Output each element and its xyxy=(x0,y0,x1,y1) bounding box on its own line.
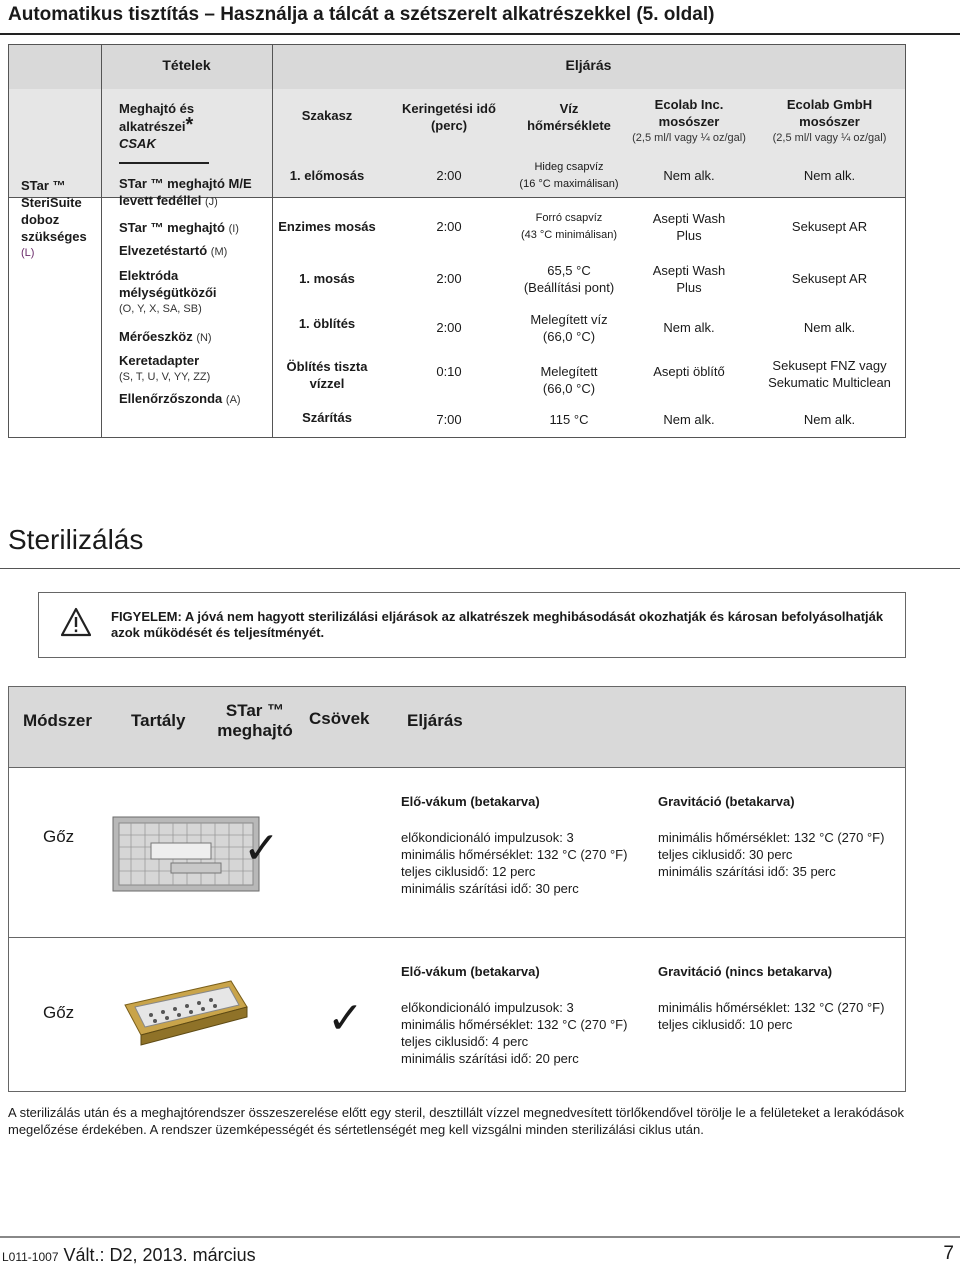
inc-cell: Nem alk. xyxy=(663,320,715,335)
footer-divider xyxy=(0,1236,960,1238)
time-cell: 2:00 xyxy=(436,219,462,234)
cycle-left-lines xyxy=(401,829,627,897)
page-header xyxy=(0,0,960,33)
header-ecolab-inc xyxy=(624,96,754,147)
water-line1: Melegített xyxy=(540,364,598,379)
gmbh-cell: Nem alk. xyxy=(803,168,856,183)
warning-text: FIGYELEM: A jóvá nem hagyott sterilizálási eljárások az alkatrészek meghibásodását okozhatják és károsan befolyásolhatják azok működését és teljesítményét. xyxy=(111,609,884,640)
parts-rule xyxy=(119,162,209,164)
part-code: (S, T, U, V, YY, ZZ) xyxy=(119,371,211,383)
header-divider xyxy=(0,33,960,35)
cycle-line: minimális szárítási idő: 20 perc xyxy=(401,1051,579,1066)
inc-line2: Plus xyxy=(676,280,702,295)
header-phase: Szakasz xyxy=(301,108,353,123)
header-driver-line2: meghajtó xyxy=(217,721,293,740)
header-procedure: Eljárás xyxy=(407,711,463,730)
part-line1: STar ™ meghajtó M/E xyxy=(119,176,252,191)
cycle-line: előkondicionáló impulzusok: 3 xyxy=(401,1000,574,1015)
header-inc-line3: (2,5 ml/l vagy ¼ oz/gal) xyxy=(632,132,746,144)
header-driver xyxy=(215,701,295,741)
label-line4: szükséges xyxy=(21,229,87,244)
header-parts xyxy=(119,100,269,164)
divider xyxy=(101,45,102,437)
part-item xyxy=(119,242,269,261)
gmbh-line1: Sekusept FNZ vagy xyxy=(772,358,887,373)
header-parts-line2 xyxy=(119,114,269,136)
page-number: 7 xyxy=(943,1243,954,1264)
part-code: (J) xyxy=(205,196,218,208)
part-item xyxy=(119,390,269,409)
cycle-line: minimális szárítási idő: 30 perc xyxy=(401,881,579,896)
header-parts-line1: Meghajtó és xyxy=(119,101,195,116)
cycle-right-title: Gravitáció (nincs betakarva) xyxy=(658,964,833,979)
inc-line1: Asepti Wash xyxy=(652,211,726,226)
inc-cell xyxy=(624,262,754,296)
time-cell: 2:00 xyxy=(436,168,462,183)
part-line2: levett fedéllel xyxy=(119,193,202,208)
water-line2: (16 °C maximálisan) xyxy=(519,178,619,190)
tray-image xyxy=(111,813,261,895)
header-cycle-line1: Keringetési idő xyxy=(402,101,496,116)
header-parts-line3: CSAK xyxy=(119,136,156,151)
water-line1: 65,5 °C xyxy=(547,263,591,278)
phase-line1: Öblítés tiszta xyxy=(286,359,368,374)
cycle-line: teljes ciklusidő: 30 perc xyxy=(658,847,793,862)
section-title: Sterilizálás xyxy=(8,524,144,555)
gmbh-cell: Nem alk. xyxy=(803,320,856,335)
cycle-right-lines xyxy=(658,829,884,880)
water-line2: (66,0 °C) xyxy=(542,329,596,344)
cycle-line: minimális hőmérséklet: 132 °C (270 °F) xyxy=(658,830,885,845)
water-line1: Hideg csapvíz xyxy=(534,161,604,173)
phase-cell: 1. előmosás xyxy=(289,168,365,183)
method-cell: Gőz xyxy=(43,827,75,846)
part-item xyxy=(119,219,269,238)
cycle-line: minimális hőmérséklet: 132 °C (270 °F) xyxy=(401,1017,628,1032)
header-ecolab-gmbh xyxy=(754,96,905,147)
cycle-line: minimális hőmérséklet: 132 °C (270 °F) xyxy=(658,1000,885,1015)
document-code: L011-1007 xyxy=(2,1250,59,1264)
water-line2: (43 °C minimálisan) xyxy=(520,229,618,241)
inc-line2: Plus xyxy=(676,228,702,243)
cycle-line: teljes ciklusidő: 4 perc xyxy=(401,1034,529,1049)
phase-cell: Szárítás xyxy=(302,410,352,425)
part-line1: Elektróda xyxy=(119,268,179,283)
water-cell xyxy=(509,363,629,397)
header-cycle-line2: (perc) xyxy=(430,118,468,133)
label-line2: SteriSuite xyxy=(21,195,82,210)
water-cell xyxy=(509,311,629,345)
part-line1: Keretadapter xyxy=(119,353,200,368)
cycle-line: minimális hőmérséklet: 132 °C (270 °F) xyxy=(401,847,628,862)
cycle-line: előkondicionáló impulzusok: 3 xyxy=(401,830,574,845)
cleaning-table xyxy=(8,44,906,438)
phase-cell: Enzimes mosás xyxy=(278,219,376,234)
gmbh-cell xyxy=(754,357,905,391)
part-code: (O, Y, X, SA, SB) xyxy=(119,303,202,315)
document-revision: Vált.: D2, 2013. március xyxy=(63,1245,256,1265)
water-cell xyxy=(509,210,629,244)
header-driver-line1: STar ™ xyxy=(225,701,285,720)
label-line1: STar ™ xyxy=(21,178,66,193)
page-title: Automatikus tisztítás – Használja a tálcát a szétszerelt alkatrészekkel (5. oldal) xyxy=(8,4,715,25)
tray-image xyxy=(121,977,251,1049)
header-items: Tételek xyxy=(162,57,211,73)
water-line2: (Beállítási pont) xyxy=(523,280,615,295)
time-cell: 0:10 xyxy=(436,364,462,379)
header-hoses: Csövek xyxy=(309,709,370,728)
header-water-line1: Víz xyxy=(559,101,579,116)
water-line1: Melegített víz xyxy=(530,312,608,327)
cycle-line: teljes ciklusidő: 12 perc xyxy=(401,864,536,879)
part-code: (N) xyxy=(196,332,212,344)
part-code: (M) xyxy=(210,246,228,258)
asterisk: * xyxy=(185,114,194,136)
row-divider xyxy=(9,937,905,938)
header-inc-line1: Ecolab Inc. xyxy=(654,97,724,112)
footer-left xyxy=(2,1245,256,1266)
part-code: (A) xyxy=(225,394,241,406)
water-cell xyxy=(509,262,629,296)
part-item xyxy=(119,328,269,347)
method-cell: Gőz xyxy=(43,1003,75,1022)
warning-icon xyxy=(61,607,91,637)
label-line3: doboz xyxy=(21,212,60,227)
sterilization-table xyxy=(8,686,906,1092)
part-line1: Mérőeszköz xyxy=(119,329,193,344)
label-line5: (L) xyxy=(21,247,35,259)
part-item xyxy=(119,352,269,386)
inc-cell: Nem alk. xyxy=(663,168,715,183)
gmbh-line2: Sekumatic Multiclean xyxy=(768,375,891,390)
phase-cell: 1. öblítés xyxy=(298,316,356,331)
header-parts-line2-text: alkatrészei xyxy=(119,119,186,134)
phase-cell: 1. mosás xyxy=(299,271,355,286)
inc-line1: Asepti Wash xyxy=(652,263,726,278)
water-cell xyxy=(509,159,629,193)
header-gmbh-line1: Ecolab GmbH xyxy=(786,97,873,112)
cycle-right-lines xyxy=(658,999,884,1033)
header-water-line2: hőmérséklete xyxy=(527,118,611,133)
header-procedure: Eljárás xyxy=(565,57,612,73)
sterisuite-label xyxy=(21,177,101,262)
post-sterilization-note: A sterilizálás után és a meghajtórendszer összeszerelése előtt egy steril, desztillált vízzel megnedvesített törlőkendővel törölje le a felületeket a lerakódások megelőzése érdekében. A rendszer üzemképességét és sértetlenségét meg kell vizsgálni minden sterilizálási ciklus után. xyxy=(8,1105,905,1137)
part-line1: STar ™ meghajtó xyxy=(119,220,225,235)
check-icon: ✓ xyxy=(327,994,364,1043)
header-container: Tartály xyxy=(131,711,186,730)
header-cycle-time xyxy=(384,100,514,134)
part-item xyxy=(119,267,269,318)
cycle-line: teljes ciklusidő: 10 perc xyxy=(658,1017,793,1032)
header-gmbh-line2: mosószer xyxy=(799,114,860,129)
phase-cell xyxy=(272,358,382,392)
gmbh-cell: Nem alk. xyxy=(803,412,856,427)
cycle-left-title: Elő-vákum (betakarva) xyxy=(401,964,540,979)
part-line1: Ellenőrzőszonda xyxy=(119,391,223,406)
header-inc-line2: mosószer xyxy=(658,114,720,129)
part-item xyxy=(119,175,269,211)
gmbh-cell: Sekusept AR xyxy=(791,271,868,286)
part-line2: mélységütközői xyxy=(119,285,217,300)
cycle-left-title: Elő-vákum (betakarva) xyxy=(401,794,540,809)
header-method: Módszer xyxy=(23,711,92,730)
cycle-left-lines xyxy=(401,999,627,1067)
inc-cell: Nem alk. xyxy=(663,412,715,427)
header-gmbh-line3: (2,5 ml/l vagy ¼ oz/gal) xyxy=(772,132,887,144)
water-line2: (66,0 °C) xyxy=(542,381,596,396)
header-water-temp xyxy=(509,100,629,134)
time-cell: 2:00 xyxy=(436,271,462,286)
water-cell: 115 °C xyxy=(549,412,589,427)
part-line1: Elvezetéstartó xyxy=(119,243,208,258)
check-icon: ✓ xyxy=(243,824,280,873)
inc-cell xyxy=(624,210,754,244)
water-line1: Forró csapvíz xyxy=(535,212,603,224)
inc-cell: Asepti öblítő xyxy=(653,364,725,379)
warning-box xyxy=(38,592,906,658)
section-divider xyxy=(0,568,960,569)
cycle-line: minimális szárítási idő: 35 perc xyxy=(658,864,836,879)
part-code: (I) xyxy=(228,223,239,235)
time-cell: 2:00 xyxy=(436,320,462,335)
phase-line2: vízzel xyxy=(309,376,345,391)
gmbh-cell: Sekusept AR xyxy=(791,219,868,234)
time-cell: 7:00 xyxy=(436,412,462,427)
cycle-right-title: Gravitáció (betakarva) xyxy=(658,794,795,809)
